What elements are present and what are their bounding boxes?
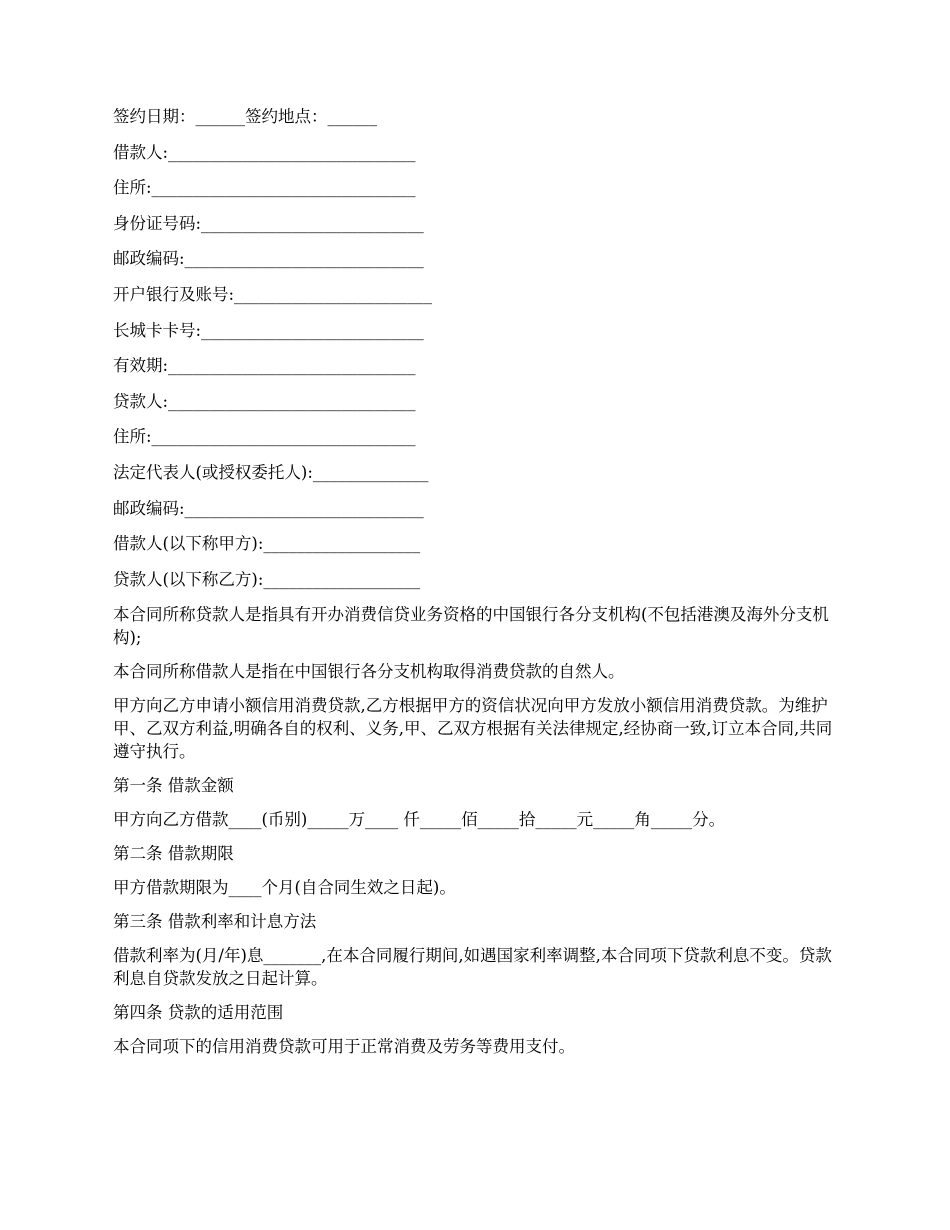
article-4-body: 本合同项下的信用消费贷款可用于正常消费及劳务等费用支付。 — [113, 1037, 575, 1057]
borrower-definition-paragraph: 本合同所称借款人是指在中国银行各分支机构取得消费贷款的自然人。 — [113, 662, 625, 682]
lender-postcode-line: 邮政编码:_____________________________ — [113, 498, 424, 518]
article-2-body: 甲方借款期限为____个月(自合同生效之日起)。 — [113, 878, 456, 898]
lender-name-line: 贷款人:______________________________ — [113, 391, 416, 411]
article-1-body: 甲方向乙方借款____(币别)_____万____ 仟_____佰_____拾_____元_____角_____分。 — [113, 810, 726, 830]
lender-definition-paragraph: 本合同所称贷款人是指具有开办消费信贷业务资格的中国银行各分支机构(不包括港澳及海外分支机构); — [113, 605, 829, 648]
legal-representative-line: 法定代表人(或授权委托人):______________ — [113, 462, 429, 482]
lender-address-line: 住所:________________________________ — [113, 427, 416, 447]
great-wall-card-line: 长城卡卡号:___________________________ — [113, 320, 424, 340]
article-2-heading: 第二条 借款期限 — [113, 844, 234, 864]
borrower-address-line: 住所:________________________________ — [113, 178, 416, 198]
party-b-line: 贷款人(以下称乙方):___________________ — [113, 569, 421, 589]
bank-account-line: 开户银行及账号:________________________ — [113, 284, 433, 304]
contract-page — [113, 105, 833, 1069]
validity-line: 有效期:______________________________ — [113, 356, 416, 376]
article-3-body: 借款利率为(月/年)息_______,在本合同履行期间,如遇国家利率调整,本合同项下贷款利息不变。贷款利息自贷款发放之日起计算。 — [113, 946, 832, 989]
article-3-heading: 第三条 借款利率和计息方法 — [113, 912, 317, 932]
id-number-line: 身份证号码:___________________________ — [113, 213, 424, 233]
borrower-postcode-line: 邮政编码:_____________________________ — [113, 249, 424, 269]
preamble-paragraph: 甲方向乙方申请小额信用消费贷款,乙方根据甲方的资信状况向甲方发放小额信用消费贷款。为维护甲、乙双方利益,明确各自的权利、义务,甲、乙双方根据有关法律规定,经协商一致,订立本合同,共同遵守执行。 — [113, 696, 833, 762]
borrower-name-line: 借款人:______________________________ — [113, 142, 416, 162]
signing-date-place-line: 签约日期：______签约地点：______ — [113, 107, 377, 126]
article-4-heading: 第四条 贷款的适用范围 — [113, 1003, 284, 1023]
article-1-heading: 第一条 借款金额 — [113, 776, 234, 796]
party-a-line: 借款人(以下称甲方):___________________ — [113, 534, 421, 554]
